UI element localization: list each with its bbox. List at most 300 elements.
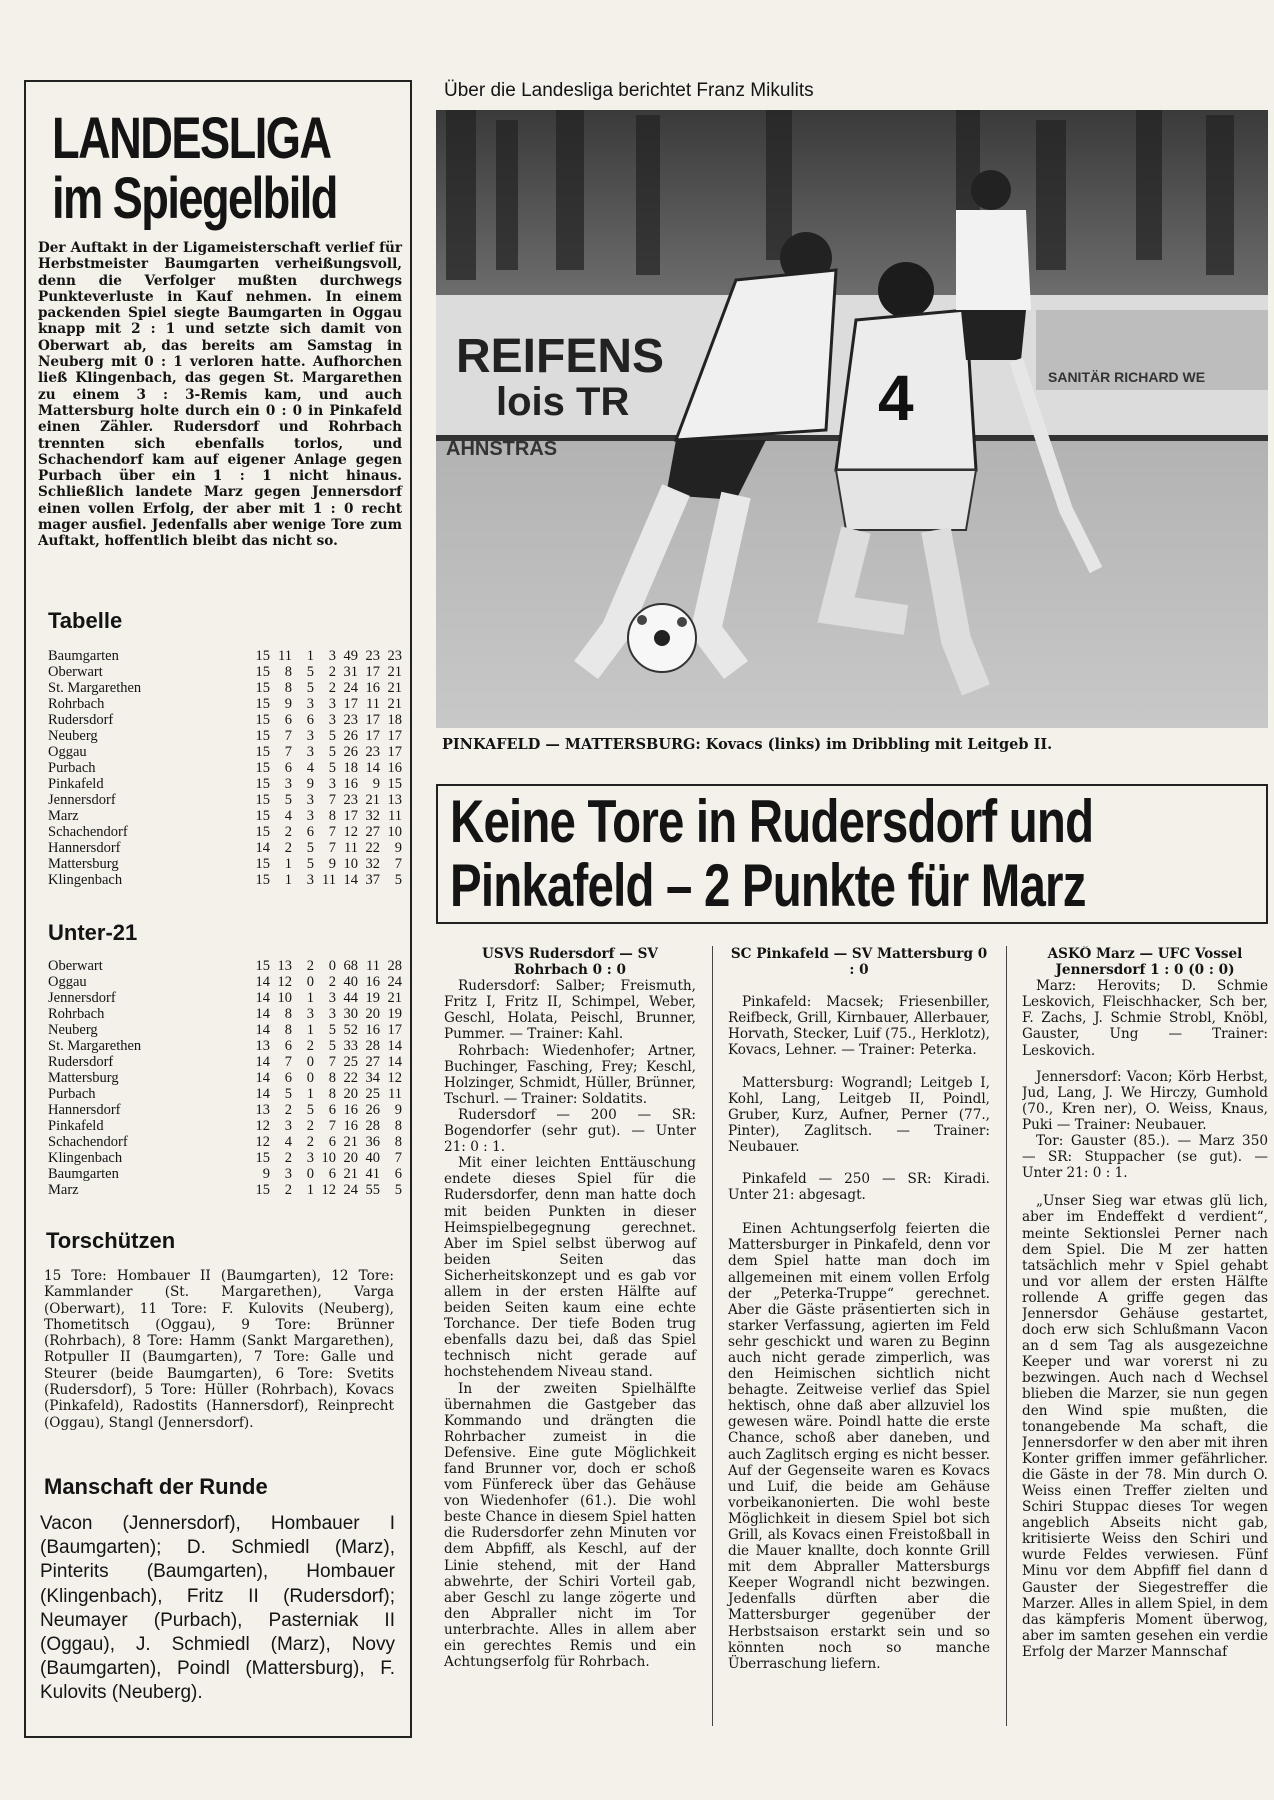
stat-cell: 28 (387, 958, 402, 974)
stat-cell: 12 (343, 824, 358, 840)
stat-cell: 5 (328, 760, 336, 776)
team-name: Oggau (48, 744, 87, 760)
stat-cell: 15 (387, 776, 402, 792)
stat-cell: 5 (328, 728, 336, 744)
stat-cell: 15 (255, 648, 270, 664)
stat-cell: 14 (255, 1070, 270, 1086)
stat-cell: 14 (255, 840, 270, 856)
standings-row (48, 1054, 402, 1070)
stat-cell: 11 (344, 840, 358, 856)
stat-cell: 10 (321, 1150, 336, 1166)
team-name: Jennersdorf (48, 990, 116, 1006)
stat-cell: 6 (284, 1070, 292, 1086)
column-rule (1006, 946, 1007, 1726)
stat-cell: 5 (328, 1038, 336, 1054)
team-name: Baumgarten (48, 1166, 119, 1182)
stat-cell: 27 (365, 1054, 380, 1070)
stat-cell: 7 (394, 1150, 402, 1166)
standings-row (48, 824, 402, 840)
match-photo (436, 110, 1268, 728)
standings-row (48, 872, 402, 888)
stat-cell: 3 (284, 776, 292, 792)
stat-cell: 11 (322, 872, 336, 888)
lineup-home: Pinkafeld: Macsek; Friesenbiller, Reifbeck, Grill, Kirnbauer, Allerbauer, Horvath, Stecker, Luif (75., Herklotz), Kovacs, Lehner. — Trainer: Peterka. (728, 994, 991, 1059)
standings-row (48, 1006, 402, 1022)
stat-cell: 32 (365, 808, 380, 824)
standings-row (48, 744, 402, 760)
stat-cell: 8 (284, 1022, 292, 1038)
stat-cell: 9 (328, 856, 336, 872)
stat-cell: 17 (387, 728, 402, 744)
sidebar-intro-text: Der Auftakt in der Ligameisterschaft verlief für Herbstmeister Baumgarten verheißungsvoll, denn die Verfolger mußten durchwegs Punkteverluste in Kauf nehmen. In einem packenden Spiel siegte Baumgarten in Oggau knapp mit 2 : 1 und setzte sich damit von Oberwart ab, das bereits am Samstag in Neuberg mit 0 : 1 verloren hatte. Aufhorchen ließ Klingenbach, das gegen St. Margarethen zu einem 3 : 3-Remis kam, und auch Mattersburg holte durch ein 0 : 0 in Pinkafeld einen Zähler. Rudersdorf und Rohrbach trennten sich ebenfalls torlos, und Schachendorf kam auf eigener Anlage gegen Purbach über ein 1 : 1 nicht hinaus. Schließlich landete Marz gegen Jennersdorf einen vollen Erfolg, der aber mit 1 : 0 recht mager ausfiel. Jedenfalls aber wenige Tore zum Auftakt, hoffentlich bleibt das nicht so. (38, 240, 402, 550)
team-name: Oberwart (48, 958, 103, 974)
stat-cell: 17 (387, 1022, 402, 1038)
stat-cell: 21 (387, 696, 402, 712)
stat-cell: 15 (255, 872, 270, 888)
stat-cell: 11 (388, 808, 402, 824)
stat-cell: 3 (284, 1166, 292, 1182)
stat-cell: 8 (394, 1118, 402, 1134)
stat-cell: 23 (343, 712, 358, 728)
stat-cell: 6 (284, 760, 292, 776)
headline-box (436, 784, 1268, 924)
stat-cell: 4 (284, 808, 292, 824)
report-paragraph: In der zweiten Spielhälfte übernahmen die Gastgeber das Kommando und drängten die Rohrbacher zumeist in die Defensive. Eine gute Möglichkeit fand Brunner vor, doch er schoß vom Fünfereck über das Gehäuse von Wiedenhofer (61.). Die wohl beste Chance in diesem Spiel hatten die Rudersdorfer zehn Minuten vor dem Abpfiff, als Keschl, auf der Linie stehend, mit der Hand abwehrte, der Schiri Vorteil gab, aber Geschl zu lange zögerte und den Abpraller nicht im Tor unterbrachte. Alles in allem aber ein gerechtes Remis und ein Achtungserfolg für Rohrbach. (444, 1380, 696, 1671)
stat-cell: 15 (255, 776, 270, 792)
stat-cell: 16 (365, 974, 380, 990)
team-name: Marz (48, 808, 79, 824)
u21-table (48, 958, 402, 1198)
team-name: Neuberg (48, 728, 98, 744)
standings-row (48, 1166, 402, 1182)
stat-cell: 3 (328, 648, 336, 664)
stat-cell: 6 (306, 712, 314, 728)
team-name: Oberwart (48, 664, 103, 680)
lineup-away: Rohrbach: Wiedenhofer; Artner, Buchinger, Fasching, Frey; Keschl, Holzinger, Schmidt, Hüller, Brünner, Tschurl. — Trainer: Soldatits. (444, 1042, 696, 1107)
stat-cell: 12 (277, 974, 292, 990)
report-paragraph: Mit einer leichten Enttäuschung endete dieses Spiel für die Rudersdorfer, denn man hatte doch mit beiden Punkten in dieser Heimspielbegegnung gerechnet. Aber im Spiel selbst überwog auf beiden Seiten das Sicherheitskonzept und es gab vor allem in der ersten Hälfte auf beiden Seiten kaum eine echte Torchance. Der tiefe Boden trug ebenfalls dazu bei, daß das Spiel technisch nicht gerade auf hochstehendem Niveau stand. (444, 1155, 696, 1381)
standings-row (48, 664, 402, 680)
stat-cell: 32 (365, 856, 380, 872)
stat-cell: 26 (365, 1102, 380, 1118)
stat-cell: 2 (284, 1102, 292, 1118)
team-name: Rohrbach (48, 696, 105, 712)
lineup-home: Rudersdorf: Salber; Freismuth, Fritz I, Fritz II, Schimpel, Weber, Geschl, Holata, Peischl, Brunner, Pummer. — Trainer: Kahl. (444, 978, 696, 1043)
standings-row (48, 958, 402, 974)
byline: Über die Landesliga berichtet Franz Mikulits (444, 80, 814, 101)
stat-cell: 30 (343, 1006, 358, 1022)
stat-cell: 3 (306, 808, 314, 824)
standings-row (48, 1070, 402, 1086)
stat-cell: 36 (365, 1134, 380, 1150)
stat-cell: 8 (328, 1070, 336, 1086)
team-name: Marz (48, 1182, 79, 1198)
photo-caption: PINKAFELD — MATTERSBURG: Kovacs (links) im Dribbling mit Leitgeb II. (442, 736, 1053, 753)
stat-cell: 2 (328, 974, 336, 990)
stat-cell: 9 (284, 696, 292, 712)
team-name: Jennersdorf (48, 792, 116, 808)
stat-cell: 21 (365, 792, 380, 808)
stat-cell: 25 (365, 1086, 380, 1102)
team-name: Baumgarten (48, 648, 119, 664)
stat-cell: 5 (306, 680, 314, 696)
stat-cell: 12 (387, 1070, 402, 1086)
stat-cell: 19 (387, 1006, 402, 1022)
stat-cell: 5 (306, 840, 314, 856)
stat-cell: 0 (306, 1054, 314, 1070)
stat-cell: 14 (255, 1086, 270, 1102)
stat-cell: 3 (306, 1150, 314, 1166)
stat-cell: 15 (255, 760, 270, 776)
stat-cell: 2 (284, 824, 292, 840)
standings-row (48, 648, 402, 664)
stat-cell: 15 (255, 696, 270, 712)
stat-cell: 3 (306, 728, 314, 744)
stat-cell: 13 (255, 1038, 270, 1054)
stat-cell: 23 (387, 648, 402, 664)
stat-cell: 15 (255, 664, 270, 680)
stat-cell: 40 (365, 1150, 380, 1166)
stat-cell: 15 (255, 712, 270, 728)
stat-cell: 5 (284, 1086, 292, 1102)
stat-cell: 26 (343, 728, 358, 744)
stat-cell: 40 (343, 974, 358, 990)
stat-cell: 2 (306, 1038, 314, 1054)
sidebar-title: LANDESLIGA (52, 106, 331, 171)
stat-cell: 68 (343, 958, 358, 974)
article-col-pinkafeld (728, 946, 990, 1672)
stat-cell: 18 (343, 760, 358, 776)
stat-cell: 7 (328, 792, 336, 808)
stat-cell: 8 (328, 808, 336, 824)
stat-cell: 16 (387, 760, 402, 776)
report-paragraph: „Unser Sieg war etwas glü lich, aber im Endeffekt d verdient“, meinte Sektionslei Perner nach dem Spiel. Die M zer hatten tatsächlich mehr v Spiel gehabt und vor allem der ersten Hälfte rollende A griffe gegen das Jennersdor Gehäuse gestartet, doch erw sich Schlußmann Vacon an d sem Tag als ausgezeichne Keeper und war vorerst ni zu bezwingen. Auch nach d Wechsel blieben die Marzer, sie nun gegen den Wind spie mußten, die tonangebende Ma schaft, die Jennersdorfer w den aber mit ihren Konter griffen immer gefährlicher. die Gäste in der 78. Min durch O. Weiss einen Treffer zielten und Schiri Stuppac dieses Tor wegen angeblich Abseits nicht gab, kritisierte Weiss den Schiri und wurde Feldes verwiesen. Fünf Minu vor dem Abpfiff fiel dann d Gauster der Siegestreffer die Marzer. Alles in allem Spiel, in dem das kämpferis Moment überwog, aber im samten gesehen ein verdie Erfolg der Marzer Mannschaf (1022, 1193, 1268, 1660)
stat-cell: 3 (306, 744, 314, 760)
stat-cell: 24 (343, 680, 358, 696)
stat-cell: 10 (343, 856, 358, 872)
team-name: Rudersdorf (48, 1054, 114, 1070)
stat-cell: 23 (365, 648, 380, 664)
team-name: Hannersdorf (48, 840, 121, 856)
stat-cell: 15 (255, 1150, 270, 1166)
standings-row (48, 1086, 402, 1102)
stat-cell: 14 (343, 872, 358, 888)
stat-cell: 17 (365, 712, 380, 728)
stat-cell: 1 (306, 990, 314, 1006)
stat-cell: 5 (394, 1182, 402, 1198)
photo-banner-text: REIFENS (456, 330, 665, 383)
stat-cell: 6 (284, 1038, 292, 1054)
stat-cell: 23 (343, 792, 358, 808)
stat-cell: 7 (328, 1118, 336, 1134)
team-heading: Manschaft der Runde (44, 1474, 268, 1499)
stat-cell: 1 (284, 872, 292, 888)
stat-cell: 8 (394, 1134, 402, 1150)
stat-cell: 1 (306, 1182, 314, 1198)
stat-cell: 14 (365, 760, 380, 776)
stat-cell: 20 (343, 1150, 358, 1166)
stat-cell: 5 (306, 1102, 314, 1118)
stat-cell: 2 (306, 1134, 314, 1150)
match-heading: USVS Rudersdorf — SV Rohrbach 0 : 0 (482, 946, 658, 979)
stat-cell: 22 (365, 840, 380, 856)
stat-cell: 14 (255, 1054, 270, 1070)
stat-cell: 14 (255, 974, 270, 990)
stat-cell: 27 (365, 824, 380, 840)
article-col-rudersdorf (444, 946, 696, 1670)
photo-side-banner: SANITÄR RICHARD WE (1048, 369, 1206, 385)
stat-cell: 0 (306, 1070, 314, 1086)
team-name: Mattersburg (48, 1070, 119, 1086)
stat-cell: 25 (343, 1054, 358, 1070)
stat-cell: 9 (394, 1102, 402, 1118)
stat-cell: 34 (365, 1070, 380, 1086)
stat-cell: 18 (387, 712, 402, 728)
stat-cell: 7 (284, 728, 292, 744)
stat-cell: 3 (328, 712, 336, 728)
team-name: Pinkafeld (48, 1118, 104, 1134)
stat-cell: 5 (328, 1022, 336, 1038)
stat-cell: 17 (343, 808, 358, 824)
stat-cell: 10 (387, 824, 402, 840)
standings-row (48, 1038, 402, 1054)
article-col-marz (1022, 946, 1268, 1736)
stat-cell: 12 (255, 1118, 270, 1134)
headline-line-2: Pinkafeld – 2 Punkte für Marz (450, 852, 1086, 919)
team-name: Klingenbach (48, 872, 123, 888)
column-rule (712, 946, 713, 1726)
stat-cell: 41 (365, 1166, 380, 1182)
stat-cell: 22 (343, 1070, 358, 1086)
stat-cell: 49 (343, 648, 358, 664)
stat-cell: 0 (328, 958, 336, 974)
stat-cell: 9 (394, 840, 402, 856)
stat-cell: 8 (328, 1086, 336, 1102)
stat-cell: 1 (306, 1022, 314, 1038)
standings-row (48, 1118, 402, 1134)
team-name: St. Margarethen (48, 680, 142, 696)
team-name: Rohrbach (48, 1006, 105, 1022)
scorers-heading: Torschützen (46, 1228, 176, 1253)
stat-cell: 16 (343, 776, 358, 792)
stat-cell: 2 (306, 958, 314, 974)
stat-cell: 21 (387, 680, 402, 696)
stat-cell: 10 (277, 990, 292, 1006)
stat-cell: 2 (284, 1182, 292, 1198)
stat-cell: 3 (306, 1006, 314, 1022)
stat-cell: 8 (284, 664, 292, 680)
stat-cell: 9 (306, 776, 314, 792)
match-info: Tor: Gauster (85.). — Marz 350 — SR: Stuppacher (se gut). — Unter 21: 0 : 1. (1022, 1133, 1268, 1182)
stat-cell: 55 (365, 1182, 380, 1198)
stat-cell: 14 (255, 990, 270, 1006)
photo-banner-text-3: AHNSTRAS (446, 438, 558, 460)
stat-cell: 7 (284, 1054, 292, 1070)
standings-row (48, 696, 402, 712)
stat-cell: 1 (306, 1086, 314, 1102)
team-name: Schachendorf (48, 1134, 128, 1150)
stat-cell: 13 (277, 958, 292, 974)
stat-cell: 7 (328, 1054, 336, 1070)
tabelle-table (48, 648, 402, 888)
stat-cell: 5 (306, 856, 314, 872)
team-name: Neuberg (48, 1022, 98, 1038)
team-name: Klingenbach (48, 1150, 123, 1166)
stat-cell: 16 (343, 1118, 358, 1134)
match-info: Rudersdorf — 200 — SR: Bogendorfer (sehr gut). — Unter 21: 0 : 1. (444, 1106, 696, 1156)
stat-cell: 11 (388, 1086, 402, 1102)
stat-cell: 21 (387, 664, 402, 680)
stat-cell: 3 (306, 696, 314, 712)
match-heading: ASKÖ Marz — UFC Vossel Jennersdorf 1 : 0 (0 : 0) (1047, 946, 1243, 979)
stat-cell: 21 (343, 1134, 358, 1150)
team-name: Purbach (48, 1086, 96, 1102)
stat-cell: 16 (365, 1022, 380, 1038)
stat-cell: 2 (328, 664, 336, 680)
standings-row (48, 1134, 402, 1150)
stat-cell: 3 (328, 776, 336, 792)
stat-cell: 15 (255, 728, 270, 744)
stat-cell: 15 (255, 808, 270, 824)
stat-cell: 5 (284, 792, 292, 808)
stat-cell: 15 (255, 856, 270, 872)
stat-cell: 2 (284, 840, 292, 856)
standings-row (48, 1022, 402, 1038)
stat-cell: 37 (365, 872, 380, 888)
stat-cell: 14 (255, 1006, 270, 1022)
team-name: Schachendorf (48, 824, 128, 840)
stat-cell: 24 (387, 974, 402, 990)
standings-row (48, 760, 402, 776)
standings-row (48, 974, 402, 990)
match-info: Pinkafeld — 250 — SR: Kiradi. Unter 21: abgesagt. (728, 1171, 990, 1204)
stat-cell: 31 (343, 664, 358, 680)
stat-cell: 15 (255, 792, 270, 808)
stat-cell: 19 (365, 990, 380, 1006)
headline-line-1: Keine Tore in Rudersdorf und (450, 788, 1094, 855)
stat-cell: 16 (343, 1102, 358, 1118)
stat-cell: 52 (343, 1022, 358, 1038)
stat-cell: 28 (365, 1038, 380, 1054)
stat-cell: 0 (306, 974, 314, 990)
stat-cell: 21 (343, 1166, 358, 1182)
stat-cell: 26 (343, 744, 358, 760)
team-name: Purbach (48, 760, 96, 776)
stat-cell: 14 (387, 1054, 402, 1070)
stat-cell: 11 (278, 648, 292, 664)
sidebar-subtitle: im Spiegelbild (52, 166, 337, 231)
scorers-text: 15 Tore: Hombauer II (Baumgarten), 12 Tore: Kammlander (St. Margarethen), Varga (Oberwart), 11 Tore: F. Kulovits (Neuberg), Thometitsch (Oggau), 9 Tore: Brünner (Rohrbach), 8 Tore: Hamm (Sankt Margarethen), Rotpuller II (Baumgarten), 7 Tore: Galle und Steurer (beide Baumgarten), 6 Tore: Svetits (Rudersdorf), 5 Tore: Hüller (Rohrbach), Kovacs (Pinkafeld), Radostits (Hannersdorf), Reinprecht (Oggau), Stangl (Jennersdorf). (44, 1268, 394, 1431)
stat-cell: 0 (306, 1166, 314, 1182)
stat-cell: 14 (387, 1038, 402, 1054)
standings-row (48, 712, 402, 728)
stat-cell: 12 (321, 1182, 336, 1198)
standings-row (48, 1182, 402, 1198)
stat-cell: 3 (328, 696, 336, 712)
stat-cell: 3 (284, 1118, 292, 1134)
stat-cell: 23 (365, 744, 380, 760)
stat-cell: 17 (343, 696, 358, 712)
photo-banner-text-2: lois TR (496, 380, 630, 424)
team-name: Rudersdorf (48, 712, 114, 728)
stat-cell: 24 (343, 1182, 358, 1198)
stat-cell: 15 (255, 1182, 270, 1198)
standings-row (48, 840, 402, 856)
stat-cell: 6 (306, 824, 314, 840)
stat-cell: 8 (284, 1006, 292, 1022)
report-paragraph: Einen Achtungserfolg feierten die Mattersburger in Pinkafeld, denn vor dem Spiel hatte man doch im allgemeinen mit einem vollen Erfolg der „Peterka-Truppe“ gerechnet. Aber die Gäste präsentierten sich in starker Verfassung, agierten im Feld sehr geschickt und waren zu Beginn auch nicht gerade zimperlich, was den Heimischen sichtlich nicht behagte. Zeitweise verlief das Spiel hektisch, ohne daß aber allzuviel los gewesen wäre. Poindl hatte die erste Chance, schoß aber daneben, und auch Zaglitsch erging es nicht besser. Auf der Gegenseite waren es Kovacs und Luif, die beide am Gehäuse vorbeikanonierten. Die wohl beste Möglichkeit in diesem Spiel bot sich Grill, als Kovacs einen Freistoßball in die Mauer knallte, doch konnte Grill mit dem Abpraller Mattersburgs Keeper Wograndl nicht bezwingen. Jedenfalls dürften aber die Mattersburger gegenüber der Herbstsaison erstarkt sein und so könnten noch so manche Überraschung liefern. (728, 1221, 990, 1672)
standings-row (48, 990, 402, 1006)
stat-cell: 13 (255, 1102, 270, 1118)
stat-cell: 7 (328, 824, 336, 840)
stat-cell: 5 (394, 872, 402, 888)
standings-row (48, 792, 402, 808)
stat-cell: 15 (255, 744, 270, 760)
jersey-number: 4 (878, 362, 914, 434)
stat-cell: 8 (284, 680, 292, 696)
stat-cell: 21 (387, 990, 402, 1006)
stat-cell: 17 (365, 728, 380, 744)
stat-cell: 16 (365, 680, 380, 696)
u21-heading: Unter-21 (48, 920, 138, 945)
stat-cell: 11 (366, 958, 380, 974)
stat-cell: 7 (328, 840, 336, 856)
standings-row (48, 1102, 402, 1118)
stat-cell: 3 (306, 792, 314, 808)
stat-cell: 13 (387, 792, 402, 808)
stat-cell: 11 (366, 696, 380, 712)
lineup-away: Mattersburg: Wograndl; Leitgeb I, Kohl, Lang, Leitgeb II, Poindl, Gruber, Kurz, Aufner, Perner (77., Pinter), Zaglitsch. — Trainer: Neubauer. (728, 1074, 990, 1155)
stat-cell: 6 (394, 1166, 402, 1182)
stat-cell: 2 (328, 680, 336, 696)
stat-cell: 3 (328, 990, 336, 1006)
match-heading: SC Pinkafeld — SV Mattersburg 0 : 0 (730, 946, 988, 979)
stat-cell: 7 (394, 856, 402, 872)
stat-cell: 44 (343, 990, 358, 1006)
stat-cell: 5 (328, 744, 336, 760)
stat-cell: 7 (284, 744, 292, 760)
stat-cell: 17 (365, 664, 380, 680)
stat-cell: 4 (306, 760, 314, 776)
stat-cell: 20 (365, 1006, 380, 1022)
tabelle-heading: Tabelle (48, 608, 123, 633)
standings-row (48, 808, 402, 824)
stat-cell: 9 (262, 1166, 270, 1182)
stat-cell: 28 (365, 1118, 380, 1134)
stat-cell: 15 (255, 958, 270, 974)
stat-cell: 15 (255, 824, 270, 840)
lineup-away: Jennersdorf: Vacon; Körb Herbst, Jud, Lang, J. We Hirczy, Gumhold (70., Kren ner), O. Weiss, Knaus, Puki — Trainer: Neubauer. (1022, 1068, 1268, 1133)
standings-row (48, 856, 402, 872)
stat-cell: 9 (372, 776, 380, 792)
standings-row (48, 680, 402, 696)
stat-cell: 14 (255, 1022, 270, 1038)
stat-cell: 1 (306, 648, 314, 664)
standings-row (48, 728, 402, 744)
stat-cell: 5 (306, 664, 314, 680)
standings-row (48, 1150, 402, 1166)
stat-cell: 3 (328, 1006, 336, 1022)
stat-cell: 12 (255, 1134, 270, 1150)
stat-cell: 2 (284, 1150, 292, 1166)
stat-cell: 6 (284, 712, 292, 728)
stat-cell: 6 (328, 1166, 336, 1182)
stat-cell: 6 (328, 1134, 336, 1150)
team-name: St. Margarethen (48, 1038, 142, 1054)
stat-cell: 6 (328, 1102, 336, 1118)
team-name: Hannersdorf (48, 1102, 121, 1118)
stat-cell: 4 (284, 1134, 292, 1150)
